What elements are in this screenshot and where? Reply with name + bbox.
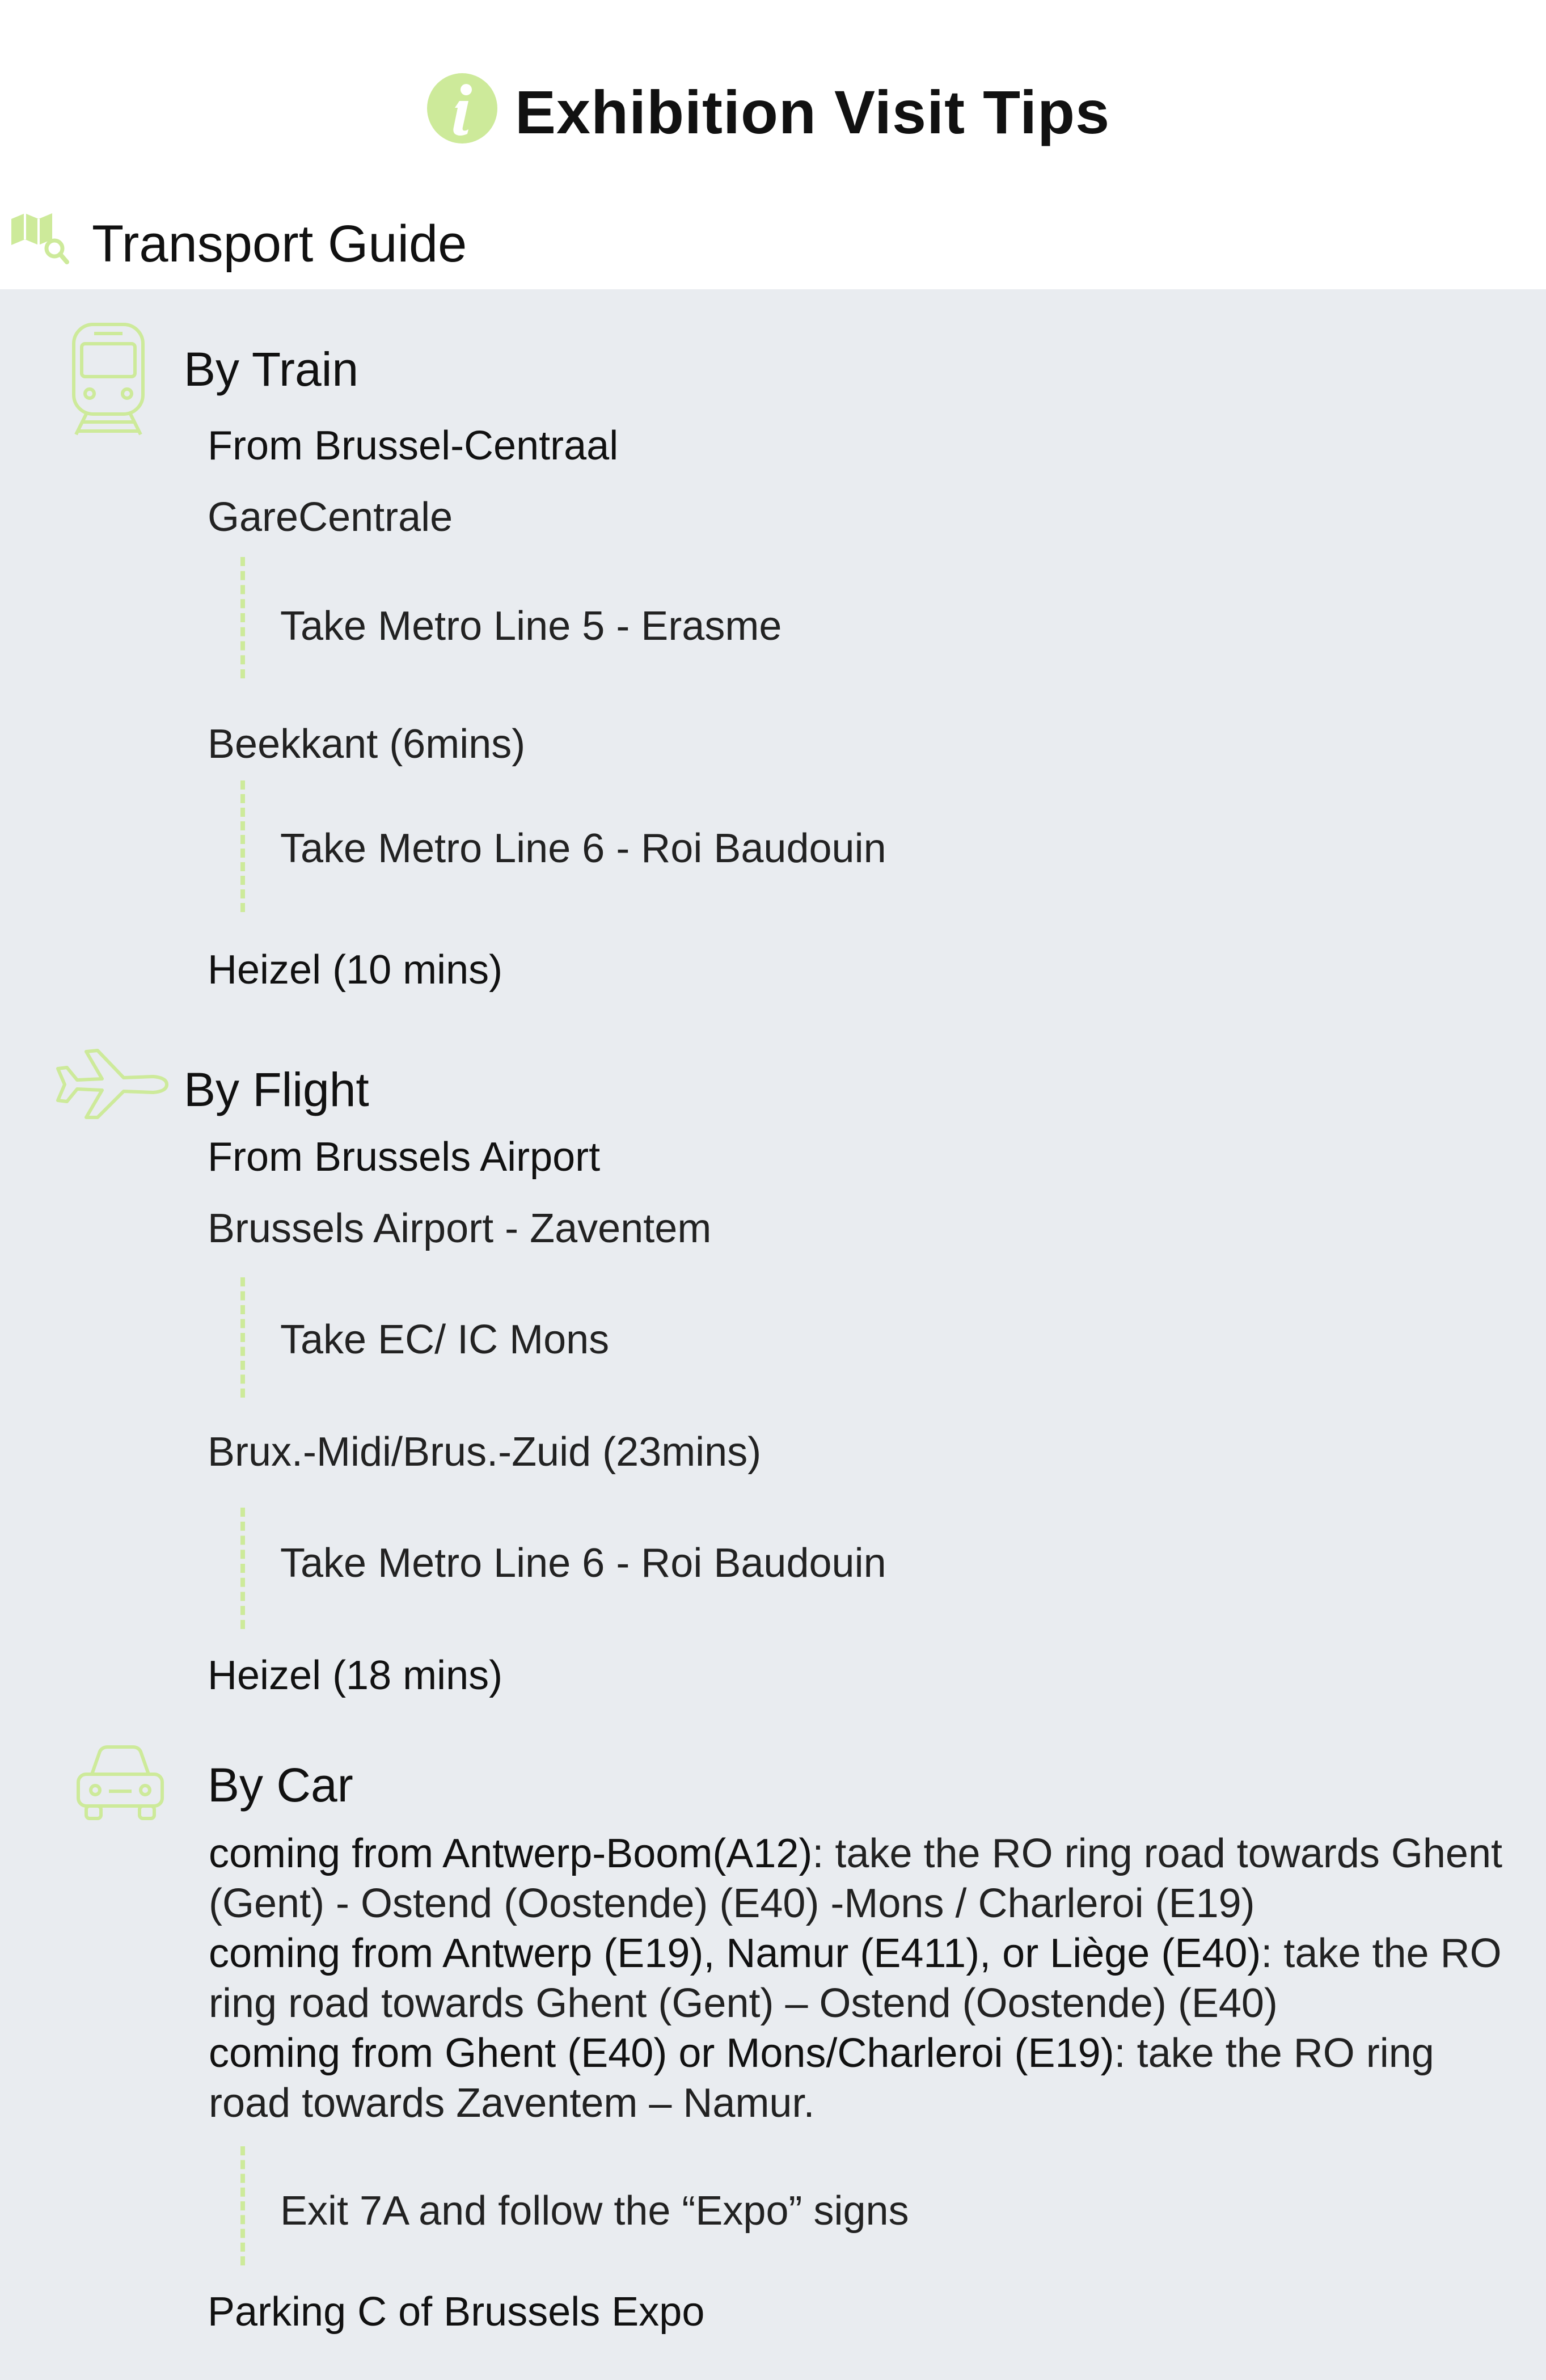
train-destination: Heizel (10 mins) [208, 947, 503, 993]
car-route-1-line-2: (Gent) - Ostend (Oostende) (E40) -Mons / Charleroi (E19) [209, 1881, 1255, 1926]
car-route-3-line-1 [209, 2028, 1434, 2078]
train-step-2: Take Metro Line 6 - Roi Baudouin [280, 826, 886, 871]
car-route-2-label: coming from Antwerp (E19), Namur (E411), or Liège (E40) [209, 1931, 1261, 1976]
flight-heading: By Flight [184, 1063, 369, 1116]
train-step-1-divider [240, 557, 245, 678]
train-heading: By Train [184, 343, 359, 396]
car-heading: By Car [208, 1758, 353, 1812]
flight-step-2-divider [240, 1508, 245, 1629]
flight-stop-2: Brux.-Midi/Brus.-Zuid (23mins) [208, 1429, 762, 1475]
car-route-3-line-2: road towards Zaventem – Namur. [209, 2081, 815, 2126]
train-stop-2: Beekkant (6mins) [208, 721, 526, 767]
car-route-3-label: coming from Ghent (E40) or Mons/Charleroi (E19) [209, 2031, 1114, 2076]
flight-step-1-divider [240, 1277, 245, 1398]
train-origin: From Brussel-Centraal [208, 423, 619, 469]
info-icon [426, 73, 498, 144]
train-step-1: Take Metro Line 5 - Erasme [280, 604, 782, 649]
car-route-1-label: coming from Antwerp-Boom(A12) [209, 1831, 813, 1876]
car-destination: Parking C of Brussels Expo [208, 2289, 705, 2335]
car-route-2-line-2: ring road towards Ghent (Gent) – Ostend (Oostende) (E40) [209, 1981, 1278, 2026]
car-route-1-line-1 [209, 1829, 1502, 1879]
flight-step-1: Take EC/ IC Mons [280, 1317, 610, 1362]
car-step-1: Exit 7A and follow the “Expo” signs [280, 2188, 909, 2234]
car-route-2-text-a: : take the RO [1261, 1931, 1502, 1976]
section-title: Transport Guide [92, 215, 467, 273]
car-step-1-divider [240, 2146, 245, 2265]
car-route-3-text-a: : take the RO ring [1114, 2031, 1434, 2076]
train-icon [69, 321, 147, 438]
car-icon [75, 1744, 166, 1821]
flight-stop-1: Brussels Airport - Zaventem [208, 1206, 712, 1251]
train-stop-1: GareCentrale [208, 495, 453, 540]
flight-step-2: Take Metro Line 6 - Roi Baudouin [280, 1541, 886, 1586]
map-search-icon [10, 211, 69, 265]
flight-origin: From Brussels Airport [208, 1134, 601, 1180]
train-step-2-divider [240, 780, 245, 912]
car-route-2-line-1 [209, 1929, 1502, 1978]
page-title: Exhibition Visit Tips [515, 78, 1110, 146]
car-route-1-text-a: : take the RO ring road towards Ghent [812, 1831, 1503, 1876]
flight-destination: Heizel (18 mins) [208, 1653, 503, 1698]
airplane-icon [53, 1048, 169, 1121]
